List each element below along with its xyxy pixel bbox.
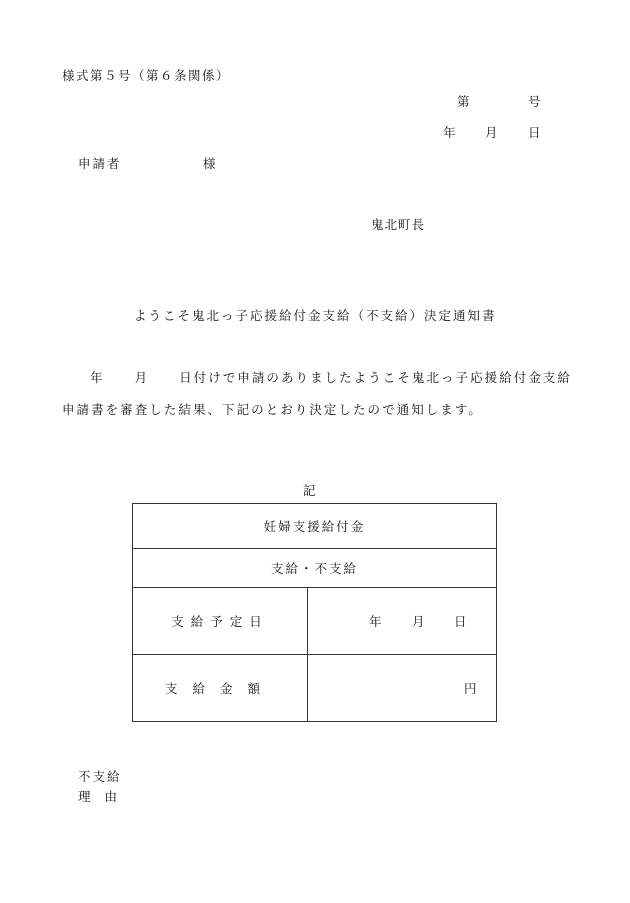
- body-line-2: 申請書を審査した結果、下記のとおり決定したので通知します。: [62, 402, 483, 417]
- doc-number-prefix: 第: [457, 94, 470, 109]
- body-month: 月: [134, 370, 150, 385]
- payment-date-month: 月: [412, 614, 425, 629]
- table-row-status: [133, 549, 496, 588]
- ki-label: 記: [303, 483, 316, 498]
- issuer-name: 鬼北町長: [371, 217, 426, 232]
- rejection-reason-label-line2: 理由: [78, 789, 132, 804]
- payment-date-year: 年: [369, 614, 382, 629]
- applicant-honorific: 様: [203, 156, 216, 171]
- doc-number-suffix: 号: [528, 94, 541, 109]
- table-divider: [307, 655, 308, 721]
- payment-date-label: 支給予定日: [171, 614, 269, 629]
- payment-amount-label: 支給金額: [164, 681, 275, 696]
- body-line-1: [62, 368, 572, 386]
- form-number: 様式第５号（第６条関係）: [62, 68, 231, 83]
- table-row-title: [133, 504, 496, 549]
- decision-table: [132, 503, 497, 722]
- payment-date-day: 日: [454, 614, 467, 629]
- issue-date-month: 月: [485, 125, 498, 140]
- document-title: ようこそ鬼北っ子応援給付金支給（不支給）決定通知書: [134, 308, 497, 323]
- body-year: 年: [90, 370, 105, 385]
- issue-date-year: 年: [443, 125, 456, 140]
- benefit-name: 妊婦支援給付金: [263, 519, 366, 534]
- applicant-label: 申請者: [78, 156, 122, 171]
- decision-status: 支給・不支給: [270, 561, 358, 576]
- table-divider: [307, 588, 308, 654]
- issue-date-day: 日: [528, 125, 541, 140]
- body-line-1-text: 日付けで申請のありましたようこそ鬼北っ子応援給付金支給: [179, 370, 572, 385]
- payment-amount-unit: 円: [464, 681, 477, 696]
- table-row-amount: [133, 655, 496, 721]
- table-row-payment-date: [133, 588, 496, 655]
- rejection-reason-label-line1: 不支給: [78, 769, 122, 784]
